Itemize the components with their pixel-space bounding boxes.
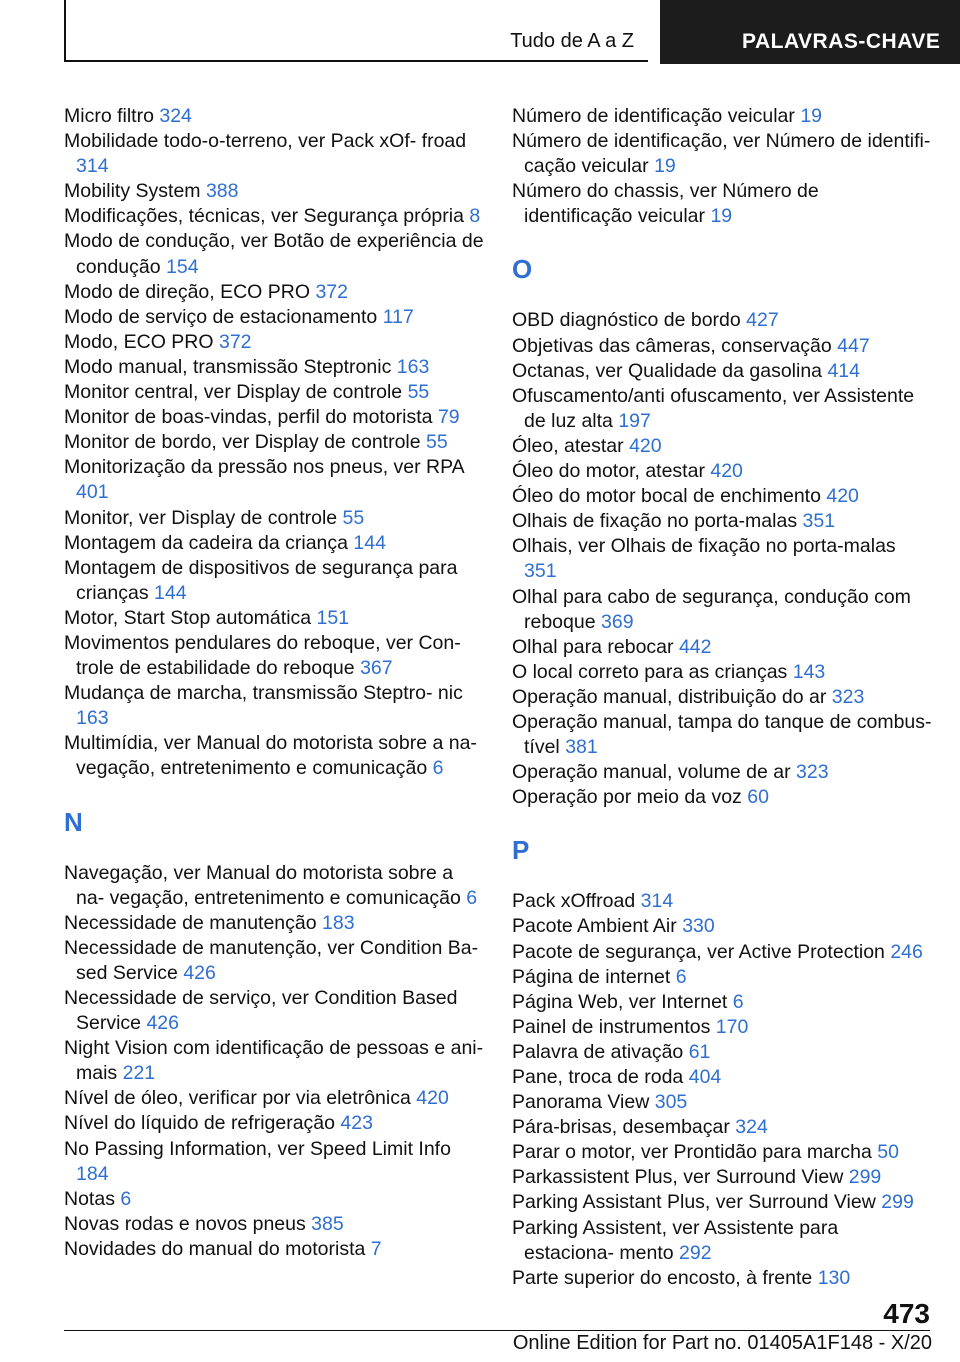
index-entry <box>512 384 932 434</box>
index-entry <box>512 359 932 384</box>
page-reference-link[interactable]: 292 <box>679 1241 712 1264</box>
index-entry-text: Novidades do manual do motorista <box>64 1237 366 1260</box>
index-entry <box>512 785 932 810</box>
edition-footer: Online Edition for Part no. 01405A1F148 - X/20 <box>512 1332 932 1354</box>
index-entry-text: Night Vision com identificação de pessoas e ani- mais <box>64 1037 484 1085</box>
index-entry <box>64 556 484 606</box>
index-entry <box>64 631 484 681</box>
index-entry-text: Página de internet <box>512 965 671 988</box>
index-entry-text: Parking Assistant Plus, ver Surround View <box>512 1191 876 1214</box>
page-reference-link[interactable]: 420 <box>710 460 743 483</box>
index-entry-text: Parte superior do encosto, à frente <box>512 1266 813 1289</box>
index-entry <box>512 1115 932 1140</box>
index-entry-text: Palavra de ativação <box>512 1040 684 1063</box>
index-entry <box>512 635 932 660</box>
page-reference-link[interactable]: 117 <box>382 305 414 328</box>
page-reference-link[interactable]: 55 <box>426 431 448 454</box>
index-entry-text: Ofuscamento/anti ofuscamento, ver Assistente de luz alta <box>512 384 915 432</box>
index-entry <box>64 229 484 279</box>
index-entry-text: Modo de serviço de estacionamento <box>64 305 378 328</box>
page-reference-link[interactable]: 170 <box>715 1015 749 1038</box>
index-entry-text: Operação manual, volume de ar <box>512 761 791 784</box>
index-entry <box>512 1266 932 1291</box>
index-entry-text: Nível de óleo, verificar por via eletrônica <box>64 1087 411 1110</box>
index-entry <box>64 1086 484 1111</box>
index-entry <box>512 914 932 939</box>
index-entry <box>64 355 484 380</box>
index-entry-text: Óleo do motor bocal de enchimento <box>512 485 821 508</box>
index-entry <box>64 104 484 129</box>
index-entry <box>512 889 932 914</box>
index-entry-text: Modo de direção, ECO PRO <box>64 280 311 303</box>
index-entry <box>64 1111 484 1136</box>
index-entry <box>512 1065 932 1090</box>
index-entry <box>64 204 484 229</box>
page-reference-link[interactable]: 60 <box>747 786 769 809</box>
index-entry <box>64 1237 484 1262</box>
page-reference-link[interactable]: 151 <box>316 606 350 629</box>
page-reference-link[interactable]: 305 <box>654 1091 688 1114</box>
page-reference-link[interactable]: 6 <box>732 990 744 1013</box>
index-entry-text: Octanas, ver Qualidade da gasolina <box>512 359 823 382</box>
index-entry <box>512 179 932 229</box>
index-entry <box>512 585 932 635</box>
index-entry <box>64 305 484 330</box>
page-reference-link[interactable]: 143 <box>792 660 826 683</box>
page-reference-link[interactable]: 55 <box>407 381 430 404</box>
index-entry-text: Operação por meio da voz <box>512 786 742 809</box>
index-entry-text: Modo de condução, ver Botão de experiência de condução <box>64 230 484 278</box>
page-reference-link[interactable]: 221 <box>122 1062 156 1085</box>
index-entry-text: Panorama View <box>512 1091 650 1114</box>
page-reference-link[interactable]: 401 <box>76 481 109 504</box>
page-reference-link[interactable]: 351 <box>524 560 557 583</box>
page-reference-link[interactable]: 385 <box>311 1212 344 1235</box>
index-entry <box>512 484 932 509</box>
page-reference-link[interactable]: 7 <box>370 1237 382 1260</box>
index-entry-text: Número de identificação veicular <box>512 105 795 127</box>
index-entry <box>512 459 932 484</box>
page-reference-link[interactable]: 299 <box>848 1166 882 1189</box>
page-reference-link[interactable]: 420 <box>629 434 662 457</box>
index-letter-heading: P <box>512 835 530 866</box>
index-entry-text: No Passing Information, ver Speed Limit Info <box>64 1137 451 1160</box>
index-entry-text: Montagem de dispositivos de segurança para crianças <box>64 556 458 604</box>
index-column-right <box>512 104 932 1291</box>
index-entry-text: Novas rodas e novos pneus <box>64 1212 306 1235</box>
page-reference-link[interactable]: 144 <box>353 531 386 554</box>
page-reference-link[interactable]: 154 <box>166 255 199 278</box>
index-entry-text: Parking Assistent, ver Assistente para estaciona- mento <box>512 1216 839 1264</box>
page-reference-link[interactable]: 404 <box>688 1066 722 1088</box>
page-reference-link[interactable]: 324 <box>159 105 192 127</box>
index-entry-text: Monitor de bordo, ver Display de controle <box>64 431 421 454</box>
index-entry-text: Modo manual, transmissão Steptronic <box>64 355 392 378</box>
index-entry <box>512 710 932 760</box>
page-reference-link[interactable]: 6 <box>675 965 687 988</box>
index-entry-text: Mobility System <box>64 180 201 203</box>
page-reference-link[interactable]: 314 <box>76 155 109 178</box>
page-reference-link[interactable]: 324 <box>735 1116 768 1139</box>
page-reference-link[interactable]: 19 <box>710 205 733 228</box>
index-entry <box>64 1036 484 1086</box>
index-entry-text: Olhal para rebocar <box>512 635 674 658</box>
index-entry <box>512 1140 932 1165</box>
index-entry-text: Modificações, técnicas, ver Segurança própria <box>64 205 464 228</box>
page-reference-link[interactable]: 323 <box>796 761 829 784</box>
index-entry-text: Número de identificação, ver Número de identifi- cação veicular <box>512 130 931 178</box>
index-entry-text: Pack xOffroad <box>512 890 636 913</box>
page-reference-link[interactable]: 6 <box>466 886 478 909</box>
page-reference-link[interactable]: 427 <box>746 309 779 332</box>
page-reference-link[interactable]: 55 <box>342 506 365 529</box>
page-reference-link[interactable]: 50 <box>877 1141 899 1164</box>
page-reference-link[interactable]: 423 <box>340 1112 373 1135</box>
index-entry-text: OBD diagnóstico de bordo <box>512 309 741 332</box>
page-reference-link[interactable]: 163 <box>396 355 430 378</box>
index-entry-text: Parkassistent Plus, ver Surround View <box>512 1166 844 1189</box>
index-entry-text: Monitor central, ver Display de controle <box>64 381 403 404</box>
page-reference-link[interactable]: 447 <box>837 334 870 357</box>
index-entry-text: Motor, Start Stop automática <box>64 606 312 629</box>
index-entry <box>64 936 484 986</box>
index-entry <box>512 129 932 179</box>
index-entry-text: Micro filtro <box>64 105 154 127</box>
index-entry <box>64 179 484 204</box>
index-entry <box>64 430 484 455</box>
index-letter-heading: N <box>64 806 83 837</box>
index-entry <box>512 660 932 685</box>
index-entry-text: Óleo, atestar <box>512 434 624 457</box>
index-entry-text: Página Web, ver Internet <box>512 990 728 1013</box>
index-entry <box>512 990 932 1015</box>
index-entry-text: Necessidade de manutenção <box>64 911 317 934</box>
page-reference-link[interactable]: 61 <box>688 1040 711 1063</box>
page-reference-link[interactable]: 144 <box>154 581 187 604</box>
page-reference-link[interactable]: 381 <box>565 736 598 759</box>
index-entry <box>64 380 484 405</box>
index-entry-text: Pacote Ambient Air <box>512 915 677 938</box>
page-reference-link[interactable]: 372 <box>315 280 348 303</box>
page-reference-link[interactable]: 330 <box>682 915 715 938</box>
index-entry <box>512 509 932 534</box>
page-reference-link[interactable]: 246 <box>890 940 923 963</box>
index-entry <box>64 606 484 631</box>
page-reference-link[interactable]: 19 <box>654 155 676 178</box>
index-entry <box>64 405 484 430</box>
index-entry <box>64 506 484 531</box>
index-entry <box>512 1190 932 1215</box>
chapter-tab <box>660 0 960 64</box>
index-entry-text: Óleo do motor, atestar <box>512 460 705 483</box>
page-reference-link[interactable]: 414 <box>827 359 860 382</box>
page-reference-link[interactable]: 197 <box>618 409 651 432</box>
page-reference-link[interactable]: 323 <box>831 685 865 708</box>
page-reference-link[interactable]: 420 <box>826 485 859 508</box>
index-entry <box>512 940 932 965</box>
index-entry <box>512 434 932 459</box>
index-entry-text: Painel de instrumentos <box>512 1015 711 1038</box>
index-entry <box>512 1040 932 1065</box>
index-entry <box>64 986 484 1036</box>
index-entry <box>64 861 484 911</box>
index-entry <box>512 1090 932 1115</box>
index-entry-text: Modo, ECO PRO <box>64 330 214 353</box>
index-entry <box>512 534 932 584</box>
index-entry <box>512 334 932 359</box>
index-entry-text: Pacote de segurança, ver Active Protection <box>512 940 885 963</box>
page-reference-link[interactable]: 388 <box>205 180 239 203</box>
footer-divider <box>64 1330 930 1331</box>
index-entry <box>64 330 484 355</box>
index-entry <box>512 1015 932 1040</box>
section-header-box <box>64 0 648 62</box>
index-entry-text: Parar o motor, ver Prontidão para marcha <box>512 1141 872 1164</box>
page-reference-link[interactable]: 183 <box>322 911 355 934</box>
index-entry-text: Monitor, ver Display de controle <box>64 506 338 529</box>
index-entry <box>64 455 484 505</box>
index-entry-text: Mobilidade todo-o-terreno, ver Pack xOf- froad <box>64 130 467 153</box>
page-reference-link[interactable]: 163 <box>76 707 109 730</box>
index-entry <box>512 685 932 710</box>
index-entry-text: O local correto para as crianças <box>512 660 788 683</box>
index-column-left <box>64 104 484 1262</box>
index-entry <box>512 104 932 129</box>
index-entry <box>512 1216 932 1266</box>
index-entry <box>512 965 932 990</box>
index-entry <box>64 1137 484 1187</box>
index-entry <box>64 280 484 305</box>
page-reference-link[interactable]: 369 <box>601 610 634 633</box>
index-entry <box>512 1165 932 1190</box>
page-reference-link[interactable]: 299 <box>881 1191 914 1214</box>
index-entry-text: Número do chassis, ver Número de identificação veicular <box>512 180 819 228</box>
page-reference-link[interactable]: 130 <box>817 1266 851 1289</box>
page-reference-link[interactable]: 79 <box>437 406 460 429</box>
index-entry-text: Necessidade de serviço, ver Condition Based Service <box>64 987 458 1035</box>
page-reference-link[interactable]: 6 <box>120 1187 132 1210</box>
page-reference-link[interactable]: 372 <box>218 330 252 353</box>
index-entry-text: Mudança de marcha, transmissão Steptro- nic <box>64 682 463 705</box>
index-entry <box>64 531 484 556</box>
index-entry <box>512 760 932 785</box>
page-reference-link[interactable]: 426 <box>146 1012 179 1035</box>
index-entry-text: Navegação, ver Manual do motorista sobre a na- vegação, entretenimento e comunicação <box>64 861 461 909</box>
index-entry <box>64 911 484 936</box>
page-reference-link[interactable]: 367 <box>360 657 393 680</box>
index-entry-text: Montagem da cadeira da criança <box>64 531 348 554</box>
index-entry-text: Movimentos pendulares do reboque, ver Con- trole de estabilidade do reboque <box>64 631 461 680</box>
index-entry-text: Olhais de fixação no porta-malas <box>512 510 798 533</box>
index-entry <box>64 681 484 731</box>
index-entry-text: Pára-brisas, desembaçar <box>512 1116 730 1139</box>
index-entry-text: Notas <box>64 1187 115 1210</box>
page-reference-link[interactable]: 184 <box>76 1162 109 1185</box>
page-reference-link[interactable]: 351 <box>802 510 836 533</box>
page-reference-link[interactable]: 19 <box>800 105 823 127</box>
chapter-tab-label: PALAVRAS-CHAVE <box>742 30 941 53</box>
index-entry-text: Operação manual, distribuição do ar <box>512 685 827 708</box>
index-entry <box>64 1212 484 1237</box>
index-entry-text: Monitor de boas-vindas, perfil do motorista <box>64 406 433 429</box>
index-entry-text: Olhal para cabo de segurança, condução com reboque <box>512 585 911 633</box>
index-entry <box>64 1187 484 1212</box>
index-entry-text: Pane, troca de roda <box>512 1066 684 1088</box>
page-number: 473 <box>883 1298 930 1329</box>
page-reference-link[interactable]: 442 <box>678 635 712 658</box>
page-header <box>0 0 960 66</box>
page-reference-link[interactable]: 8 <box>469 205 481 228</box>
page-reference-link[interactable]: 314 <box>640 890 674 913</box>
index-entry <box>64 731 484 781</box>
index-entry <box>64 129 484 179</box>
index-entry-text: Monitorização da pressão nos pneus, ver RPA <box>64 456 464 479</box>
page-reference-link[interactable]: 6 <box>432 757 444 780</box>
section-title: Tudo de A a Z <box>510 30 634 52</box>
page-reference-link[interactable]: 420 <box>416 1087 449 1110</box>
index-entry-text: Olhais, ver Olhais de fixação no porta-malas <box>512 535 896 558</box>
index-entry <box>512 308 932 333</box>
index-entry-text: Operação manual, tampa do tanque de combus- tível <box>512 710 932 759</box>
index-entry-text: Nível do líquido de refrigeração <box>64 1112 335 1135</box>
index-letter-heading: O <box>512 254 533 285</box>
index-entry-text: Necessidade de manutenção, ver Condition Ba- sed Service <box>64 936 479 984</box>
index-entry-text: Multimídia, ver Manual do motorista sobre a na- vegação, entretenimento e comunicação <box>64 732 477 780</box>
index-entry-text: Objetivas das câmeras, conservação <box>512 334 832 357</box>
page-reference-link[interactable]: 426 <box>183 961 216 984</box>
